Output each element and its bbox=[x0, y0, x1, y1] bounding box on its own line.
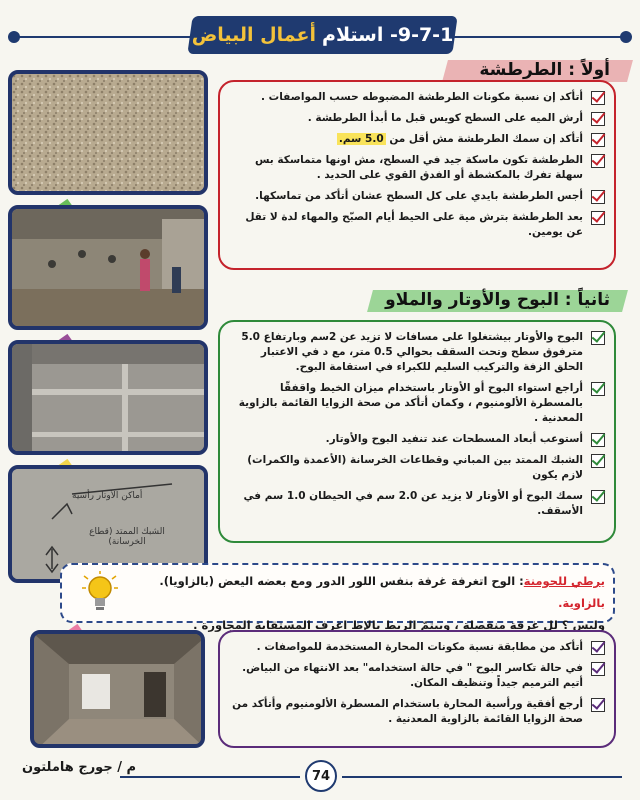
list-item bbox=[230, 132, 605, 147]
item-text: البوح والأوتار بيشتغلوا على مسافات لا تزيد عن 2سم وبارتفاع 5.0 مترفوق سطح وتحت السقف بحوالي 0.5 متر، مع د في الاعتبار الحلق الزفة والتركيب السليم للكبراء في استقامة البوح. bbox=[241, 331, 583, 373]
item-text: الطرطشة تكون ماسكة جيد في السطح، مش اونها متماسكة بس سهلة تفرك بالمكشطة أو الفدق القوي على الحديد . bbox=[254, 154, 583, 181]
photo-workers-room bbox=[8, 205, 208, 330]
page-title bbox=[190, 16, 455, 54]
list-item bbox=[230, 210, 605, 240]
note-line1-text: : الوح اتغرفة غرفة بنفس اللور الدور ومع بعضه اليعض (بالزاويا). bbox=[159, 574, 524, 588]
check-icon bbox=[591, 133, 605, 147]
list-item bbox=[230, 640, 605, 655]
author-name: م / جورج هاملتون bbox=[22, 760, 137, 775]
check-icon bbox=[591, 91, 605, 105]
check-icon bbox=[591, 211, 605, 225]
item-text: أجس الطرطشة بايدي على كل السطح عشان أتأكد من تماسكها. bbox=[255, 190, 583, 202]
list-item bbox=[230, 661, 605, 691]
item-text: أرجع أفقية ورأسية المحارة باستخدام المسطرة الألومنيوم وأتأكد من صحة الزوايا القائمة بالزاوية المعدنية . bbox=[232, 698, 583, 725]
item-text: سمك البوح أو الأوتار لا يزيد عن 2.0 سم في الحيطان 1.0 سم في الأسقف. bbox=[243, 490, 583, 517]
note-line-1 bbox=[140, 570, 605, 614]
room-svg bbox=[34, 634, 205, 748]
check-icon bbox=[591, 662, 605, 676]
check-icon bbox=[591, 331, 605, 345]
footer-rule-left bbox=[120, 776, 300, 778]
section1-list bbox=[230, 90, 605, 246]
photo-label-bottom: الشبك الممتد (قطاع الخرسانة) bbox=[89, 527, 165, 547]
item-text: أتأكد من مطابقة نسبة مكونات المحارة المستخدمة للمواصفات . bbox=[256, 641, 583, 653]
header-dot-right bbox=[620, 31, 632, 43]
note-title: يرطي للحومنة bbox=[523, 574, 605, 588]
footer-rule-right bbox=[342, 776, 622, 778]
texture-svg bbox=[12, 74, 208, 195]
lightbulb-icon bbox=[80, 570, 120, 616]
photo-finished-room bbox=[30, 630, 205, 748]
note-line-2: وليس ؟ لل غرفة منفصلة ، وبيتمّ الربط بالإظ اغرف المستقاية المجاورة . bbox=[193, 618, 605, 632]
section1-heading: أولاً : الطرطشة bbox=[479, 60, 610, 80]
check-icon bbox=[591, 490, 605, 504]
item-text: بعد الطرطشة بترش مية على الحيط أيام الصبّح والمهاء لدة لا تقل عن يومين. bbox=[245, 211, 583, 238]
item-text: أرش الميه على السطح كويس قبل ما أبدأ الطرطشة . bbox=[307, 112, 583, 124]
item-text: أراجع استواء البوح أو الأوتار باستخدام ميزان الخيط واقفقّا بالمسطرة الألومنيوم ، وكمان أتأكد من صحة الزوايا القائمة بالزاوية المعدنية . bbox=[238, 382, 583, 424]
check-icon bbox=[591, 190, 605, 204]
list-item bbox=[230, 111, 605, 126]
header-dot-left bbox=[8, 31, 20, 43]
section3-list bbox=[230, 640, 605, 733]
list-item bbox=[230, 697, 605, 727]
check-icon bbox=[591, 433, 605, 447]
title-accent: أعمال البياض bbox=[191, 24, 317, 46]
photo-screeds-wall bbox=[8, 340, 208, 455]
check-icon bbox=[591, 382, 605, 396]
list-item bbox=[230, 90, 605, 105]
item-text-main: أتأكد إن سمك الطرطشة مش أقل من bbox=[389, 133, 583, 145]
item-text: في حالة تكاسر البوح " في حالة استخدامه" بعد الانتهاء من البياض. أتيم الترميم جيداً وتنظيف المكان. bbox=[242, 662, 583, 689]
note-accent: بالزاوية. bbox=[558, 596, 605, 610]
list-item bbox=[230, 432, 605, 447]
item-text bbox=[230, 132, 583, 147]
check-icon bbox=[591, 641, 605, 655]
photo-render-texture bbox=[8, 70, 208, 195]
list-item bbox=[230, 189, 605, 204]
list-item bbox=[230, 330, 605, 375]
note-text bbox=[140, 570, 605, 636]
item-text: أتأكد إن نسبة مكونات الطرطشة المضبوطه حسب المواصفات . bbox=[261, 91, 583, 103]
list-item bbox=[230, 381, 605, 426]
list-item bbox=[230, 489, 605, 519]
check-icon bbox=[591, 112, 605, 126]
section2-list bbox=[230, 330, 605, 525]
screeds-svg bbox=[12, 344, 208, 455]
workers-svg bbox=[12, 209, 208, 330]
list-item bbox=[230, 453, 605, 483]
check-icon bbox=[591, 698, 605, 712]
item-text: أستوعب أبعاد المسطحات عند تنفيد البوح والأوتار. bbox=[325, 433, 583, 445]
photo-label-top: أماكن الأوتار رأسية bbox=[72, 491, 143, 501]
thickness-highlight: 5.0 سم. bbox=[338, 133, 384, 145]
page-number: 74 bbox=[305, 760, 337, 792]
title-prefix: 9-7-1- استلام bbox=[322, 24, 454, 46]
list-item bbox=[230, 153, 605, 183]
check-icon bbox=[591, 154, 605, 168]
section2-heading: ثانياً : البوح والأوتار والملاو bbox=[385, 290, 610, 310]
check-icon bbox=[591, 454, 605, 468]
item-text: الشبك الممتد بين المباني وقطاعات الخرسانة (الأعمدة والكمرات) لازم يكون bbox=[247, 454, 583, 481]
